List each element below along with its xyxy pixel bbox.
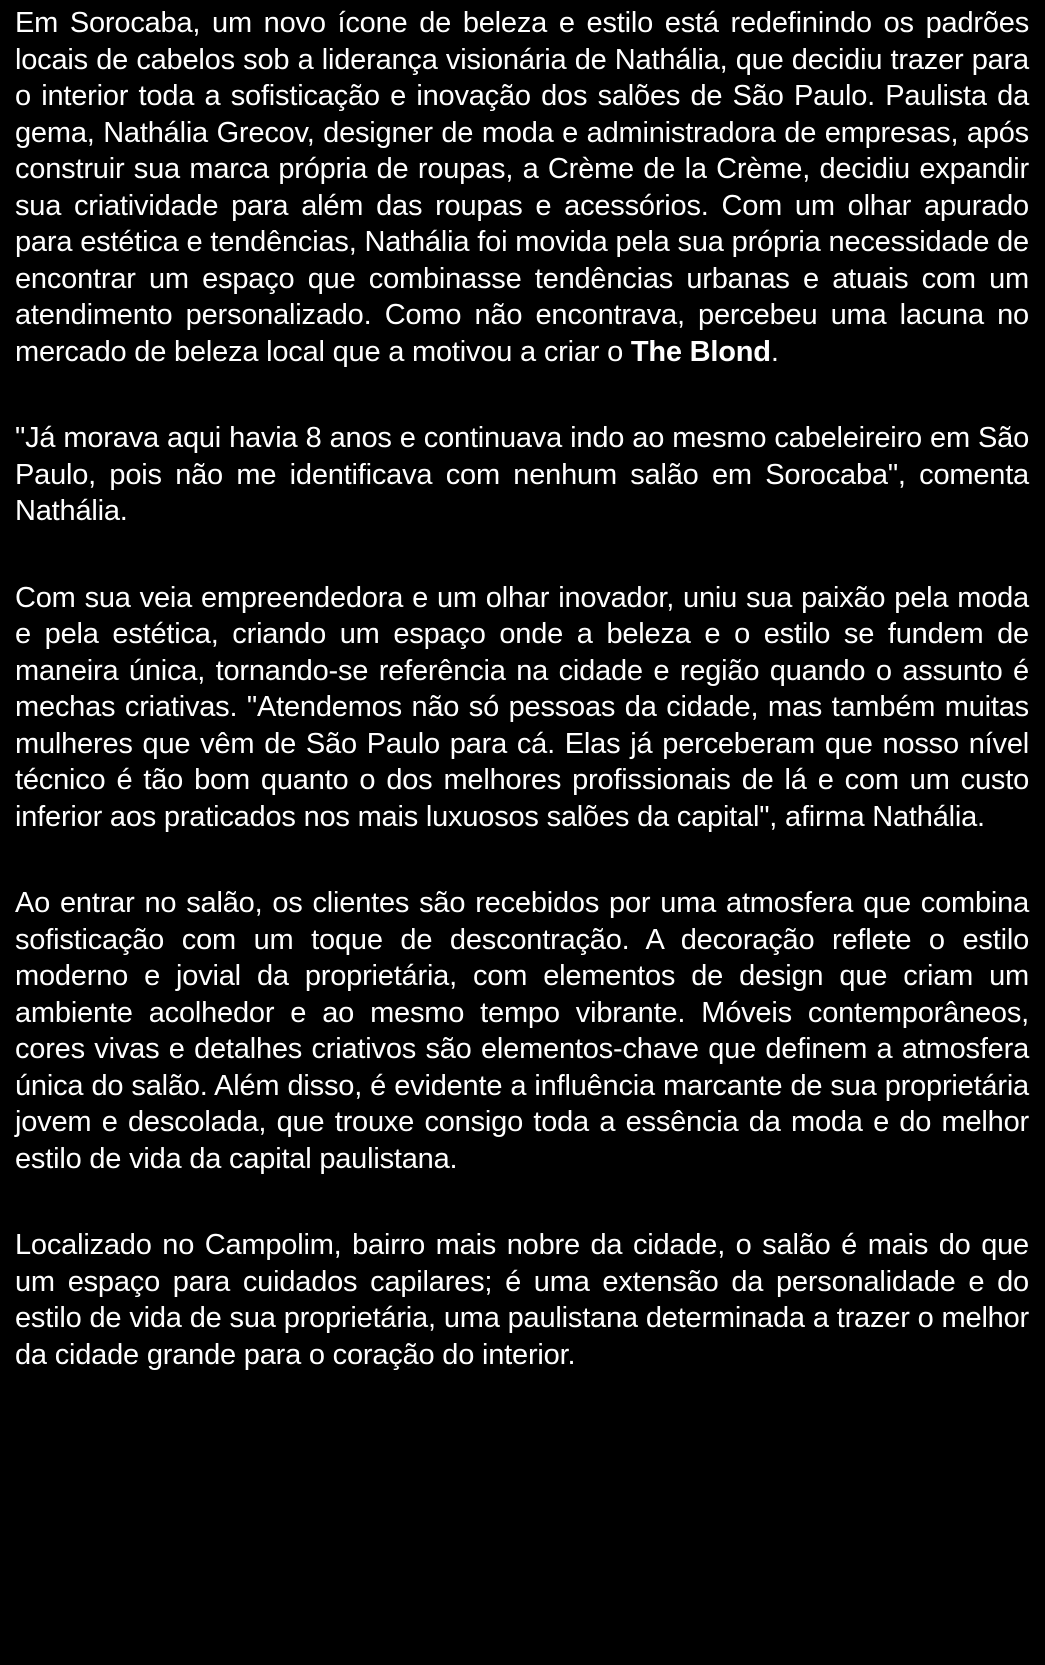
- paragraph-salon-atmosphere: Ao entrar no salão, os clientes são recebidos por uma atmosfera que combina sofisticação com um toque de descontração. A decoração reflete o estilo moderno e jovial da proprietária, com elementos de design que criam um ambiente acolhedor e ao mesmo tempo vibrante. Móveis contemporâneos, cores vivas e detalhes criativos são elementos-chave que definem a atmosfera única do salão. Além disso, é evidente a influência marcante de sua proprietária jovem e descolada, que trouxe consigo toda a essência da moda e do melhor estilo de vida da capital paulistana.: [15, 887, 1029, 1175]
- paragraph-quote-nathalia-1: "Já morava aqui havia 8 anos e continuava indo ao mesmo cabeleireiro em São Paulo, pois não me identificava com nenhum salão em Sorocaba", comenta Nathália.: [15, 422, 1029, 527]
- paragraph-intro-text: Em Sorocaba, um novo ícone de beleza e estilo está redefinindo os padrões locais de cabelos sob a liderança visionária de Nathália, que decidiu trazer para o interior toda a sofisticação e inovação dos salões de São Paulo. Paulista da gema, Nathália Grecov, designer de moda e administradora de empresas, após construir sua marca própria de roupas, a Crème de la Crème, decidiu expandir sua criatividade para além das roupas e acessórios. Com um olhar apurado para estética e tendências, Nathália foi movida pela sua própria necessidade de encontrar um espaço que combinasse tendências urbanas e atuais com um atendimento personalizado. Como não encontrava, percebeu uma lacuna no mercado de beleza local que a motivou a criar o: [15, 7, 1029, 368]
- paragraph-intro-period: .: [770, 335, 779, 368]
- paragraph-business-vision: Com sua veia empreendedora e um olhar inovador, uniu sua paixão pela moda e pela estética, criando um espaço onde a beleza e o estilo se fundem de maneira única, tornando-se referência na cidade e região quando o assunto é mechas criativas. "Atendemos não só pessoas da cidade, mas também muitas mulheres que vêm de São Paulo para cá. Elas já perceberam que nosso nível técnico é tão bom quanto o dos melhores profissionais de lá e com um custo inferior aos praticados nos mais luxuosos salões da capital", afirma Nathália.: [15, 581, 1029, 833]
- paragraph-intro: [15, 5, 1029, 370]
- paragraph-location-campolim: Localizado no Campolim, bairro mais nobre da cidade, o salão é mais do que um espaço para cuidados capilares; é uma extensão da personalidade e do estilo de vida de sua proprietária, uma paulistana determinada a trazer o melhor da cidade grande para o coração do interior.: [15, 1229, 1029, 1371]
- brand-name-the-blond: The Blond: [630, 335, 771, 368]
